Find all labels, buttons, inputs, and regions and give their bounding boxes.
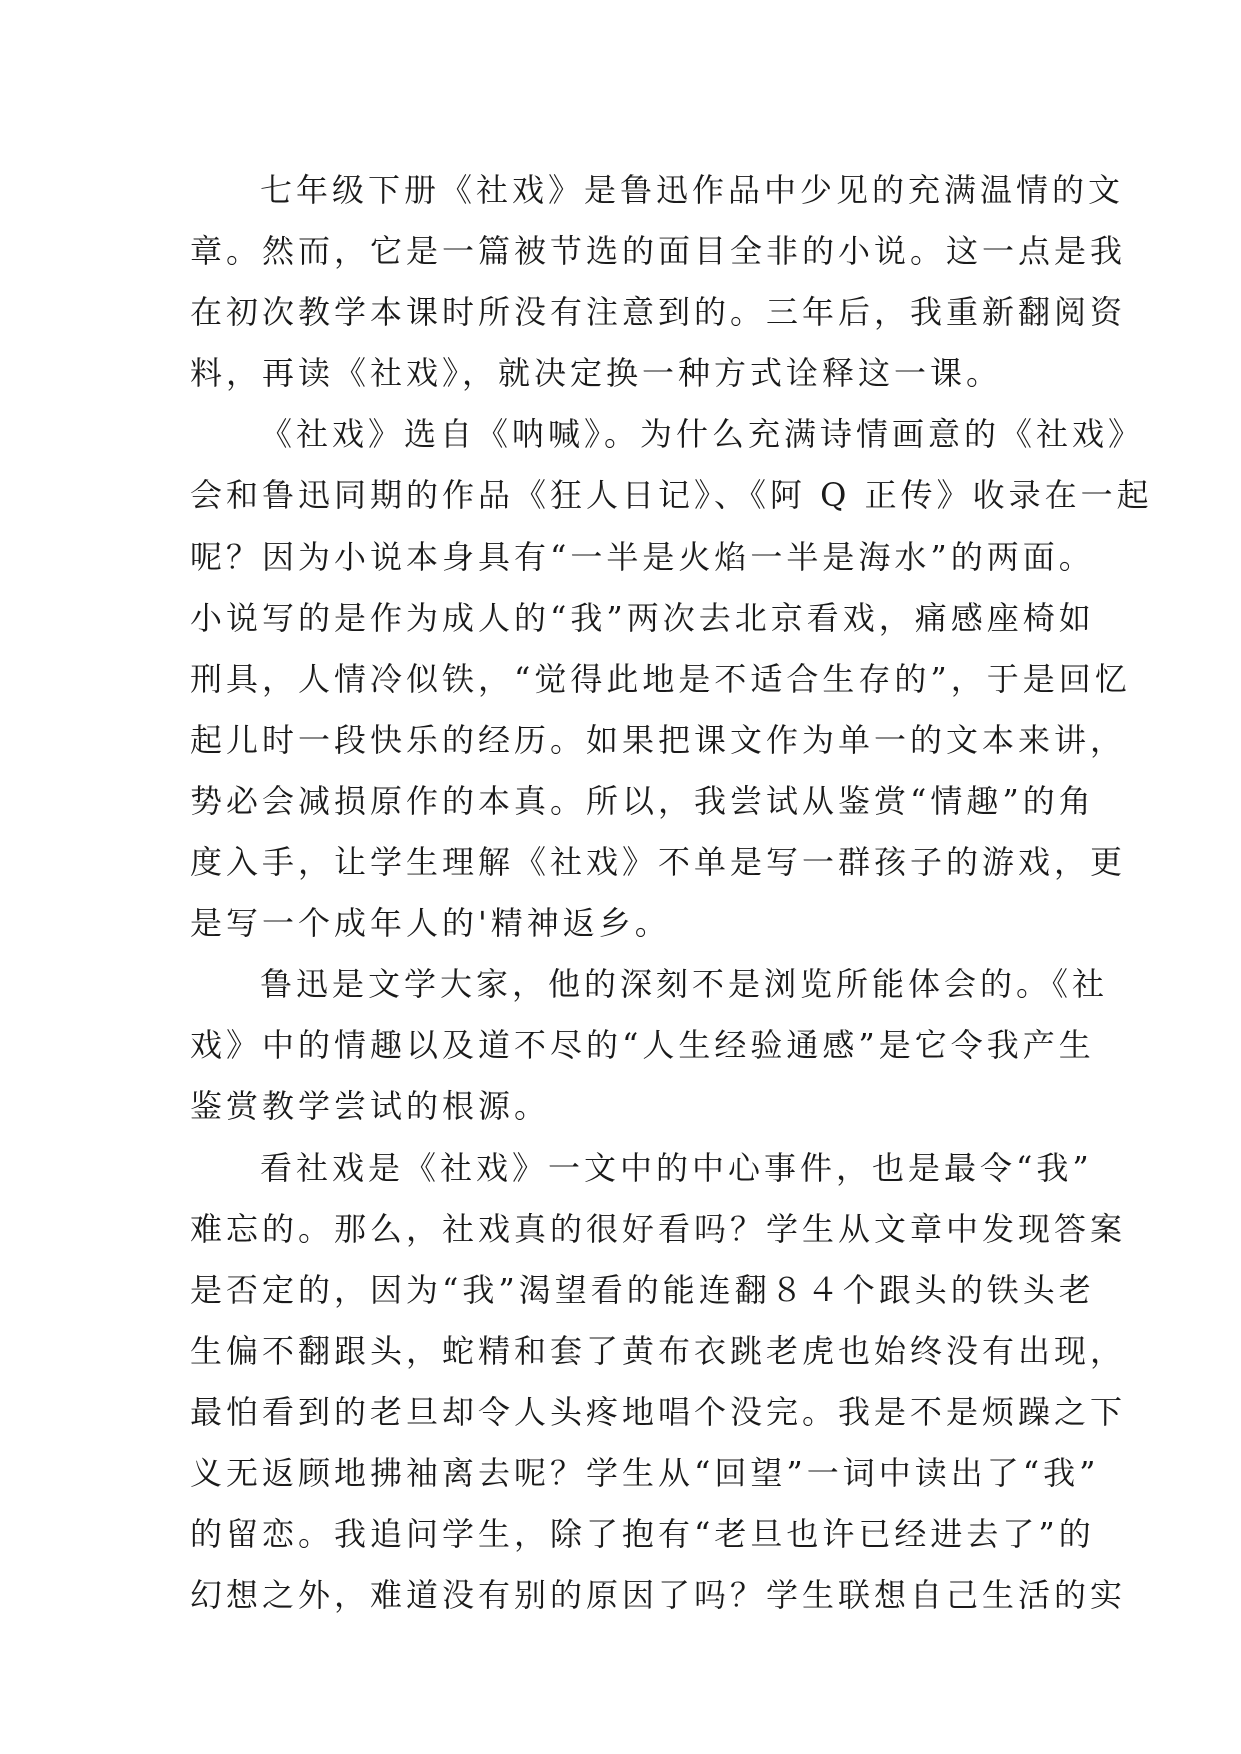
paragraph-3-line-3: 鉴赏教学尝试的根源。	[190, 1087, 551, 1126]
paragraph-1-line-2: 章。然而，它是一篇被节选的面目全非的小说。这一点是我	[190, 232, 1127, 271]
paragraph-2-line-5: 刑具，人情冷似铁，“觉得此地是不适合生存的”，于是回忆	[190, 659, 1131, 698]
paragraph-2-line-7: 势必会减损原作的本真。所以，我尝试从鉴赏“情趣”的角	[190, 781, 1095, 820]
paragraph-4-line-4: 生偏不翻跟头，蛇精和套了黄布衣跳老虎也始终没有出现，	[190, 1331, 1127, 1370]
paragraph-2-line-6: 起儿时一段快乐的经历。如果把课文作为单一的文本来讲，	[190, 720, 1127, 759]
paragraph-2-line-1: 《社戏》选自《呐喊》。为什么充满诗情画意的《社戏》	[260, 415, 1145, 454]
paragraph-4-line-7: 的留恋。我追问学生，除了抱有“老旦也许已经进去了”的	[190, 1515, 1095, 1554]
paragraph-1-line-4: 料，再读《社戏》，就决定换一种方式诠释这一课。	[190, 354, 1003, 393]
paragraph-2-line-2: 会和鲁迅同期的作品《狂人日记》、《阿 Q 正传》收录在一起	[190, 476, 1153, 515]
paragraph-2-line-4: 小说写的是作为成人的“我”两次去北京看戏，痛感座椅如	[190, 598, 1095, 637]
paragraph-4-line-3: 是否定的，因为“我”渴望看的能连翻８４个跟头的铁头老	[190, 1270, 1095, 1309]
paragraph-1-line-1: 七年级下册《社戏》是鲁迅作品中少见的充满温情的文	[260, 171, 1125, 209]
paragraph-3-line-1: 鲁迅是文学大家，他的深刻不是浏览所能体会的。《社	[260, 965, 1109, 1004]
body-text	[190, 160, 1153, 1626]
paragraph-4-line-2: 难忘的。那么，社戏真的很好看吗？学生从文章中发现答案	[190, 1209, 1127, 1248]
paragraph-4-line-5: 最怕看到的老旦却令人头疼地唱个没完。我是不是烦躁之下	[190, 1392, 1127, 1431]
paragraph-4-line-8: 幻想之外，难道没有别的原因了吗？学生联想自己生活的实	[190, 1576, 1127, 1615]
paragraph-4-line-1: 看社戏是《社戏》一文中的中心事件，也是最令“我”	[260, 1148, 1093, 1187]
paragraph-2-line-8: 度入手，让学生理解《社戏》不单是写一群孩子的游戏，更	[190, 843, 1127, 882]
paragraph-2-line-3: 呢？因为小说本身具有“一半是火焰一半是海水”的两面。	[190, 537, 1095, 576]
paragraph-1-line-3: 在初次教学本课时所没有注意到的。三年后，我重新翻阅资	[190, 293, 1127, 332]
paragraph-3-line-2: 戏》中的情趣以及道不尽的“人生经验通感”是它令我产生	[190, 1026, 1095, 1065]
paragraph-2-line-9: 是写一个成年人的'精神返乡。	[190, 904, 671, 943]
paragraph-4-line-6: 义无返顾地拂袖离去呢？学生从“回望”一词中读出了“我”	[190, 1453, 1100, 1492]
